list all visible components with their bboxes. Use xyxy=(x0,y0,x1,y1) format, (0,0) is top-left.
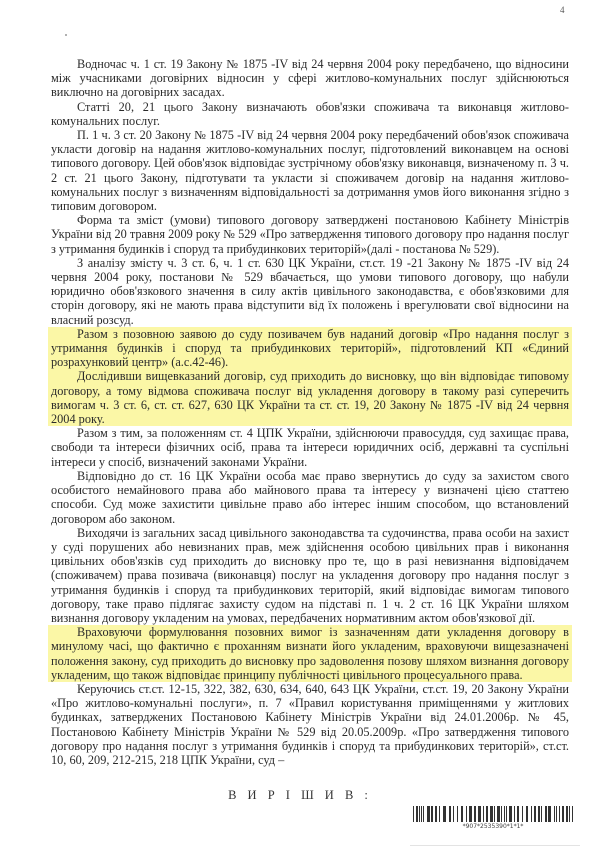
paragraph: З аналізу змісту ч. 3 ст. 6, ч. 1 ст. 630 ЦК України, ст.ст. 19 -21 Закону № 1875 -IV від 24 червня 2004 року, постанови № 529 вбачається, що умови типового договору, що набули юридично обов'язкового значення в силу актів цивільного законодавства, є обов'язковими для сторін договору, які не мають права відступити від їх положень і врегулювати свої відносини на власний розсуд. xyxy=(51,255,569,327)
paragraph: Керуючись ст.ст. 12-15, 322, 382, 630, 634, 640, 643 ЦК України, ст.ст. 19, 20 Закону України «Про житлово-комунальні послуги», п. 7 «Правил користування приміщеннями у житлових будинках, затверджених Постановою Кабінету Міністрів України від 24.01.2006р. № 45, Постановою Кабінету Міністрів України № 529 від 20.05.2009р. «Про затвердження типового договору про надання послуг з утримання будинків і споруд та прибудинкових територій», ст.ст. 10, 60, 209, 212-215, 218 ЦПК України, суд – xyxy=(51,681,569,767)
paragraph: Водночас ч. 1 ст. 19 Закону № 1875 -IV від 24 червня 2004 року передбачено, що відносини між учасниками договірних відносин у сфері житлово-комунальних послуг здійснюються виключно на договірних засадах. xyxy=(51,57,569,100)
highlighted-paragraph: Враховуючи формулювання позовних вимог із зазначенням дати укладення договору в минулому часі, що фактично є проханням визнати його укладеним, враховуючи вищезазначені положення закону, суд приходить до висновку про задоволення позову шляхом визнання договору укладеним, що також відповідає принципу публічності цивільного процесуального права. xyxy=(51,625,569,682)
barcode xyxy=(413,806,573,822)
barcode-bar xyxy=(572,806,573,822)
paragraph: Виходячи із загальних засад цивільного законодавства та судочинства, права особи на захист у суді порушених або невизнаних прав, меж здійснення особою цивільних прав і виконання цивільних обов'язків суд приходить до висновку про те, що в разі невизнання відповідачем (споживачем) права позивача (виконавця) послуг на укладення договору про надання послуг з утримання будинків і споруд та прибудинкових територій, який відповідає вимогам типового договору, таке право підлягає захисту судом на підставі п. 1 ч. 2 ст. 16 ЦК України шляхом визнання договору укладеним на умовах, передбачених нормативним актом обов'язкової дії. xyxy=(51,525,569,625)
paragraph: Разом з тим, за положенням ст. 4 ЦПК України, здійснюючи правосуддя, суд захищає права, свободи та інтереси фізичних осіб, права та інтереси юридичних осіб, державні та суспільні інтереси у спосіб, визначений законами України. xyxy=(51,426,569,469)
paragraph: П. 1 ч. 3 ст. 20 Закону № 1875 -IV від 24 червня 2004 року передбачений обов'язок споживача укласти договір на надання житлово-комунальних послуг, підготовлений виконавцем на основі типового договору. Цей обов'язок відповідає зустрічному обов'язку виконавця, визначеному п. 3 ч. 2 ст. 21 цього Закону, підготувати та укласти зі споживачем договір на надання житлово-комунальних послуг з визначенням відповідальності за дотримання умов його виконання згідно з типовим договором. xyxy=(51,128,569,214)
divider xyxy=(410,845,580,846)
paragraph: Статті 20, 21 цього Закону визначають обов'язки споживача та виконавця житлово-комунальних послуг. xyxy=(51,99,569,128)
highlighted-section xyxy=(48,327,572,426)
paragraph: Форма та зміст (умови) типового договору затверджені постановою Кабінету Міністрів України від 20 травня 2009 року № 529 «Про затвердження типового договору про надання послуг з утримання будинків і споруд та прибудинкових територій»(далі - постанова № 529). xyxy=(51,213,569,256)
page-number: 4 xyxy=(560,5,565,15)
decision-heading: В И Р І Ш И В : xyxy=(228,788,372,802)
highlighted-paragraph: Дослідивши вищевказаний договір, суд приходить до висновку, що він відповідає типовому договору, а тому відмова споживача послуг від укладення договору в такому разі суперечить вимогам ч. 3 ст. 6, ст. ст. 627, 630 ЦК України та ст. ст. 19, 20 Закону № 1875 -IV від 24 червня 2004 року. xyxy=(51,369,569,427)
paragraph: Відповідно до ст. 16 ЦК України особа має право звернутись до суду за захистом свого особистого немайнового права або майнового права та інтересу у визначені цією статтею способи. Суд може захистити цивільне право або інтерес іншим способом, що встановлений договором або законом. xyxy=(51,468,569,526)
scan-speck xyxy=(65,34,67,36)
document-body xyxy=(51,57,569,767)
highlighted-paragraph: Разом з позовною заявою до суду позивачем був наданий договір «Про надання послуг з утримання будинків і споруд та прибудинкових територій», підготовлений КП «Єдиний розрахунковий центр» (а.с.42-46). xyxy=(51,326,569,370)
highlighted-section xyxy=(48,625,572,682)
barcode-text: *907*2535390*1*1* xyxy=(462,823,524,830)
